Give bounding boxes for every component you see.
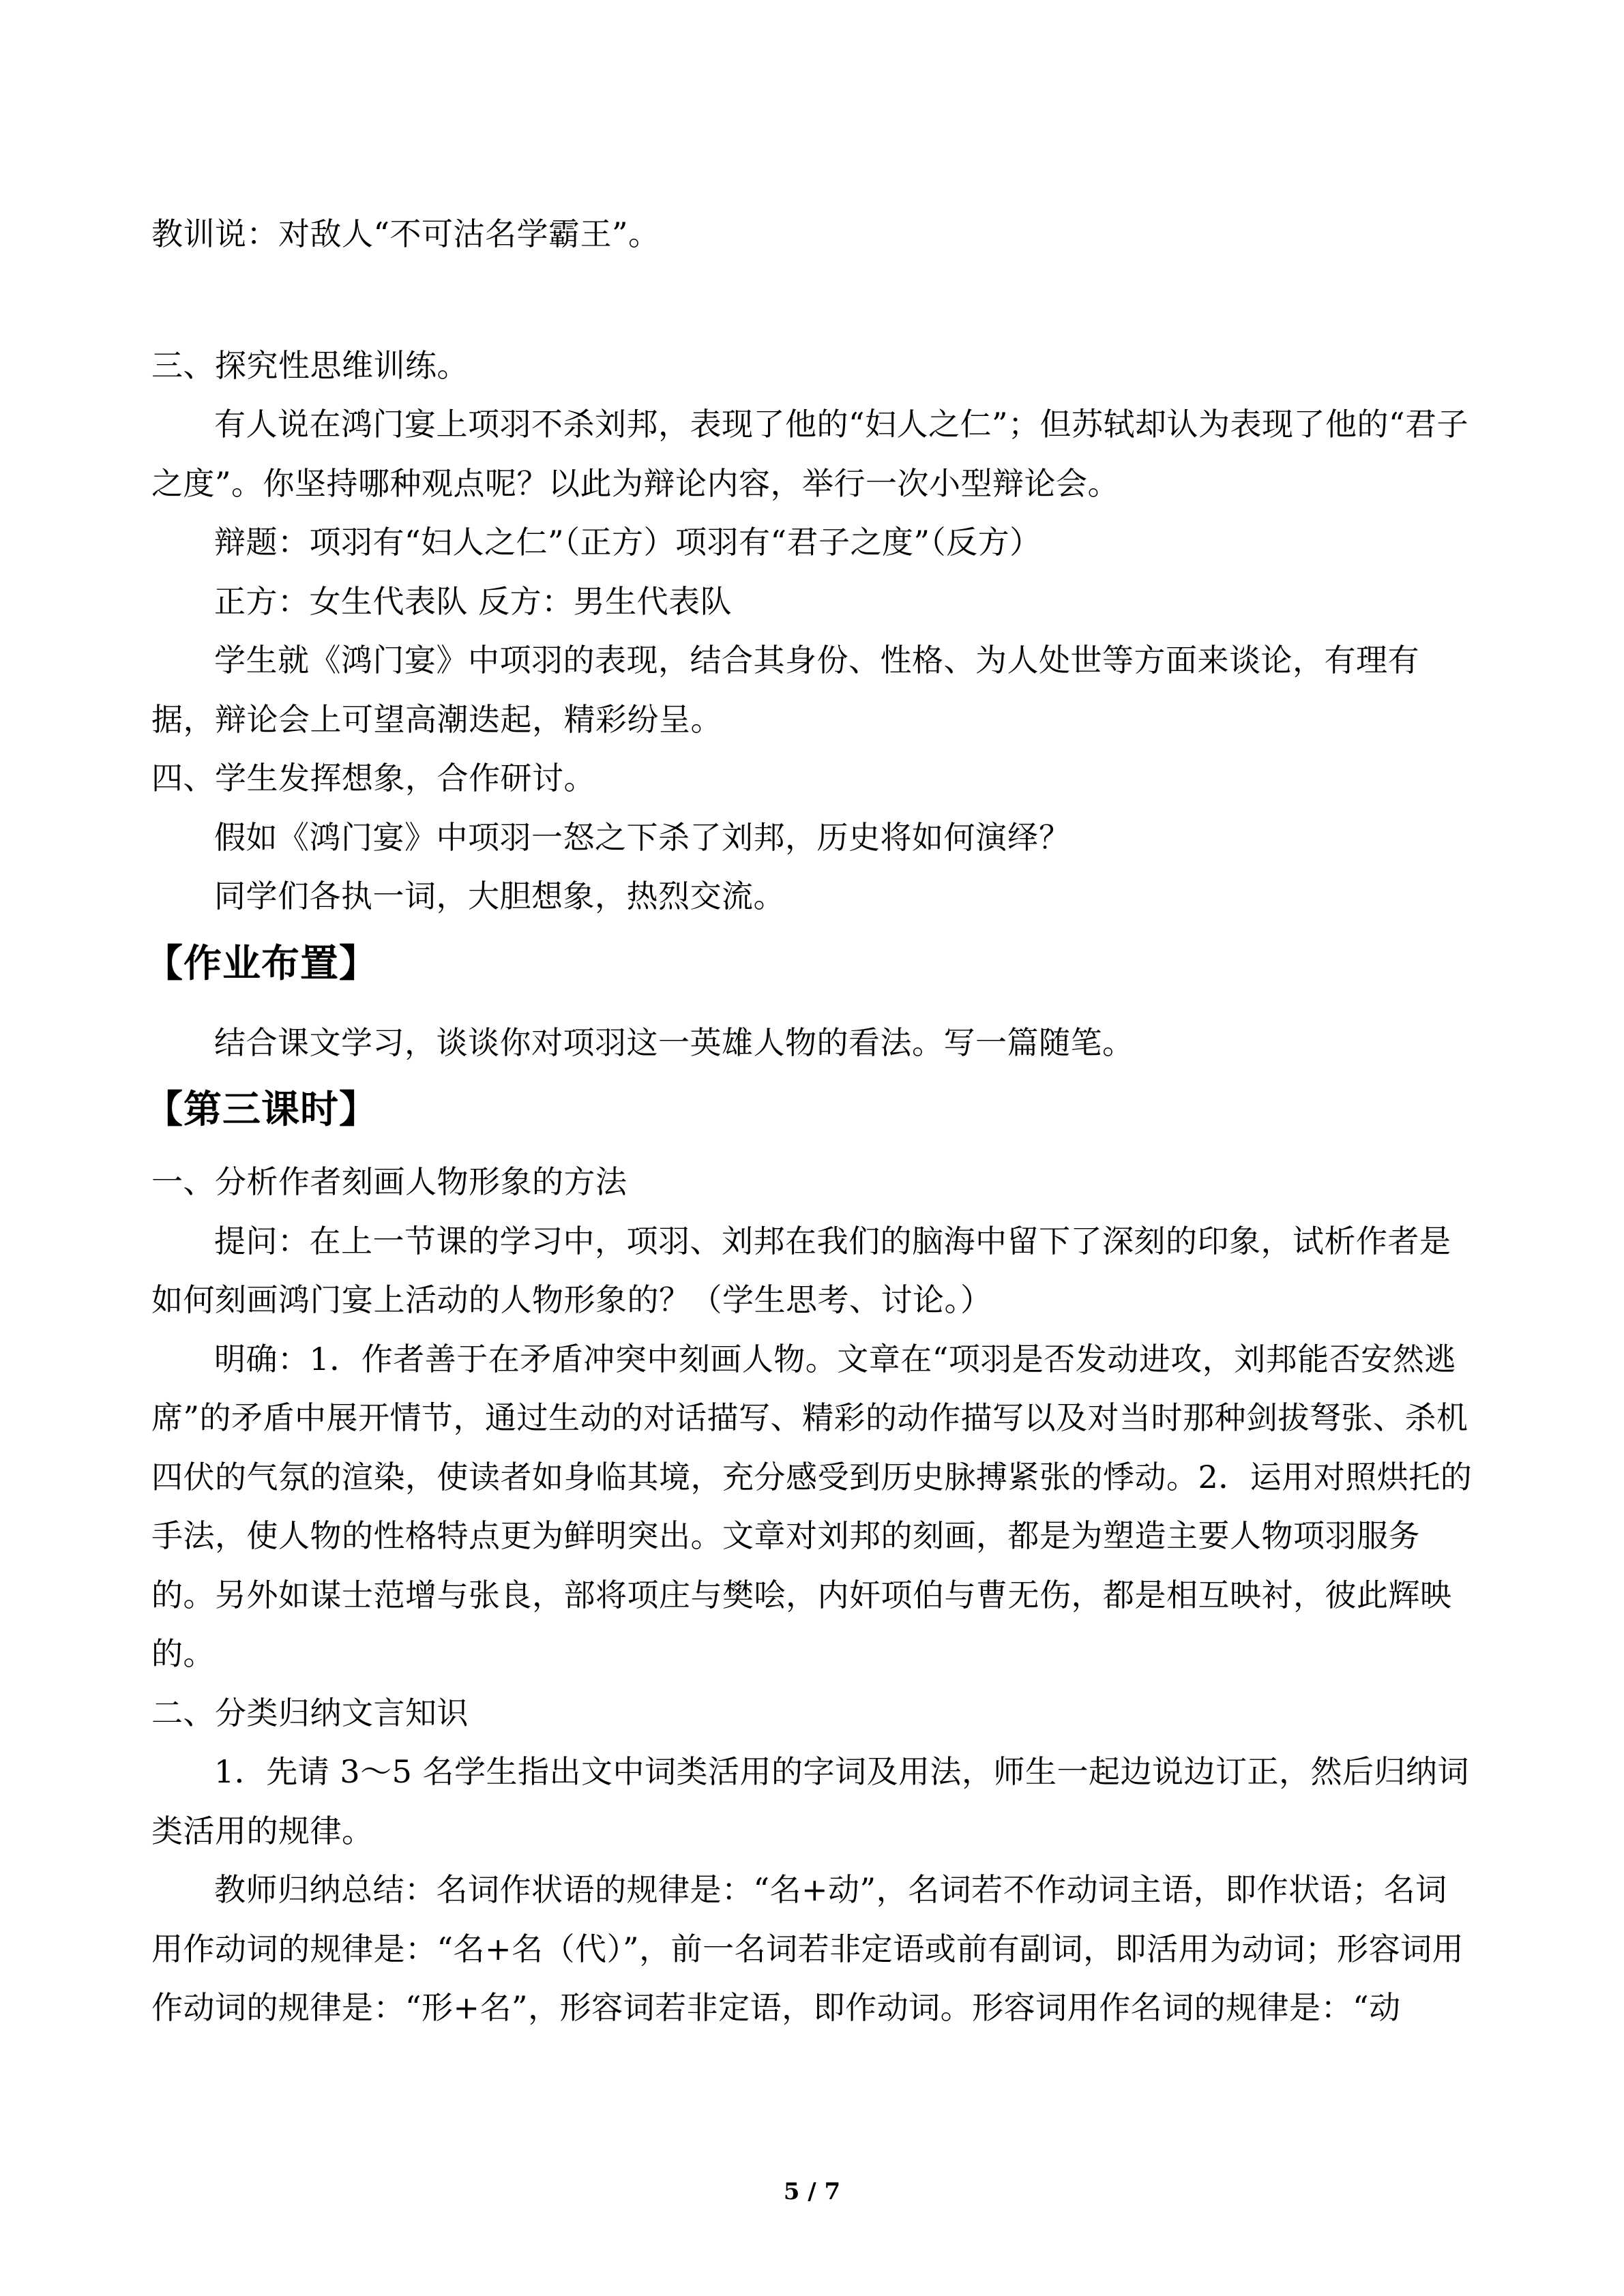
heading-third-lesson: 【第三课时】 (145, 1088, 378, 1132)
paragraph-question: 提问：在上一节课的学习中，项羽、刘邦在我们的脑海中留下了深刻的印象，试析作者是如何刻画鸿门宴上活动的人物形象的？（学生思考、讨论。） (151, 1222, 1451, 1318)
paragraph-debate-teams: 正方：女生代表队 反方：男生代表队 (214, 582, 733, 620)
paragraph-word-class-usage: 1．先请 3～5 名学生指出文中词类活用的字词及用法，师生一起边说边订正，然后归纳词类活用的规律。 (151, 1753, 1470, 1849)
paragraph-lesson-quote: 教训说：对敌人“不可沽名学霸王”。 (151, 215, 660, 252)
paragraph-imagination-exchange: 同学们各执一词，大胆想象，热烈交流。 (214, 878, 785, 914)
paragraph-clarification: 明确：1．作者善于在矛盾冲突中刻画人物。文章在“项羽是否发动进攻，刘邦能否安然逃席”的矛盾中展开情节，通过生动的对话描写、精彩的动作描写以及对当时那种剑拔弩张、杀机四伏的气氛的渲染，使读者如身临其境，充分感受到历史脉搏紧张的悸动。2．运用对照烘托的手法，使人物的性格特点更为鲜明突出。文章对刘邦的刻画，都是为塑造主要人物项羽服务的。另外如谋士范增与张良，部将项庄与樊哙，内奸项伯与曹无伤，都是相互映衬，彼此辉映的。 (151, 1340, 1473, 1672)
paragraph-teacher-summary: 教师归纳总结：名词作状语的规律是：“名+动”，名词若不作动词主语，即作状语；名词用作动词的规律是：“名+名（代）”，前一名词若非定语或前有副词，即活用为动词；形容词用作动词的规律是：“形+名”，形容词若非定语，即作动词。形容词用作名词的规律是：“动 (151, 1871, 1464, 2026)
paragraph-debate-discussion: 学生就《鸿门宴》中项羽的表现，结合其身份、性格、为人处世等方面来谈论，有理有据，辩论会上可望高潮迭起，精彩纷呈。 (151, 642, 1419, 738)
document-body (145, 205, 1475, 2038)
paragraph-imagination-question: 假如《鸿门宴》中项羽一怒之下杀了刘邦，历史将如何演绎？ (214, 818, 1071, 856)
section-heading-classical-knowledge: 二、分类归纳文言知识 (151, 1694, 469, 1731)
section-heading-imagination: 四、学生发挥想象，合作研讨。 (151, 760, 595, 796)
paragraph-homework: 结合课文学习，谈谈你对项羽这一英雄人物的看法。写一篇随笔。 (214, 1024, 1134, 1061)
paragraph-debate-topic: 辩题：项羽有“妇人之仁”（正方）项羽有“君子之度”（反方） (214, 524, 1042, 561)
section-heading-character-methods: 一、分析作者刻画人物形象的方法 (151, 1163, 628, 1200)
page-number: 5 / 7 (783, 2178, 841, 2205)
section-heading-inquiry: 三、探究性思维训练。 (151, 346, 469, 384)
paragraph-debate-intro: 有人说在鸿门宴上项羽不杀刘邦，表现了他的“妇人之仁”；但苏轼却认为表现了他的“君子之度”。你坚持哪种观点呢？以此为辩论内容，举行一次小型辩论会。 (151, 406, 1469, 502)
heading-homework: 【作业布置】 (145, 941, 378, 986)
